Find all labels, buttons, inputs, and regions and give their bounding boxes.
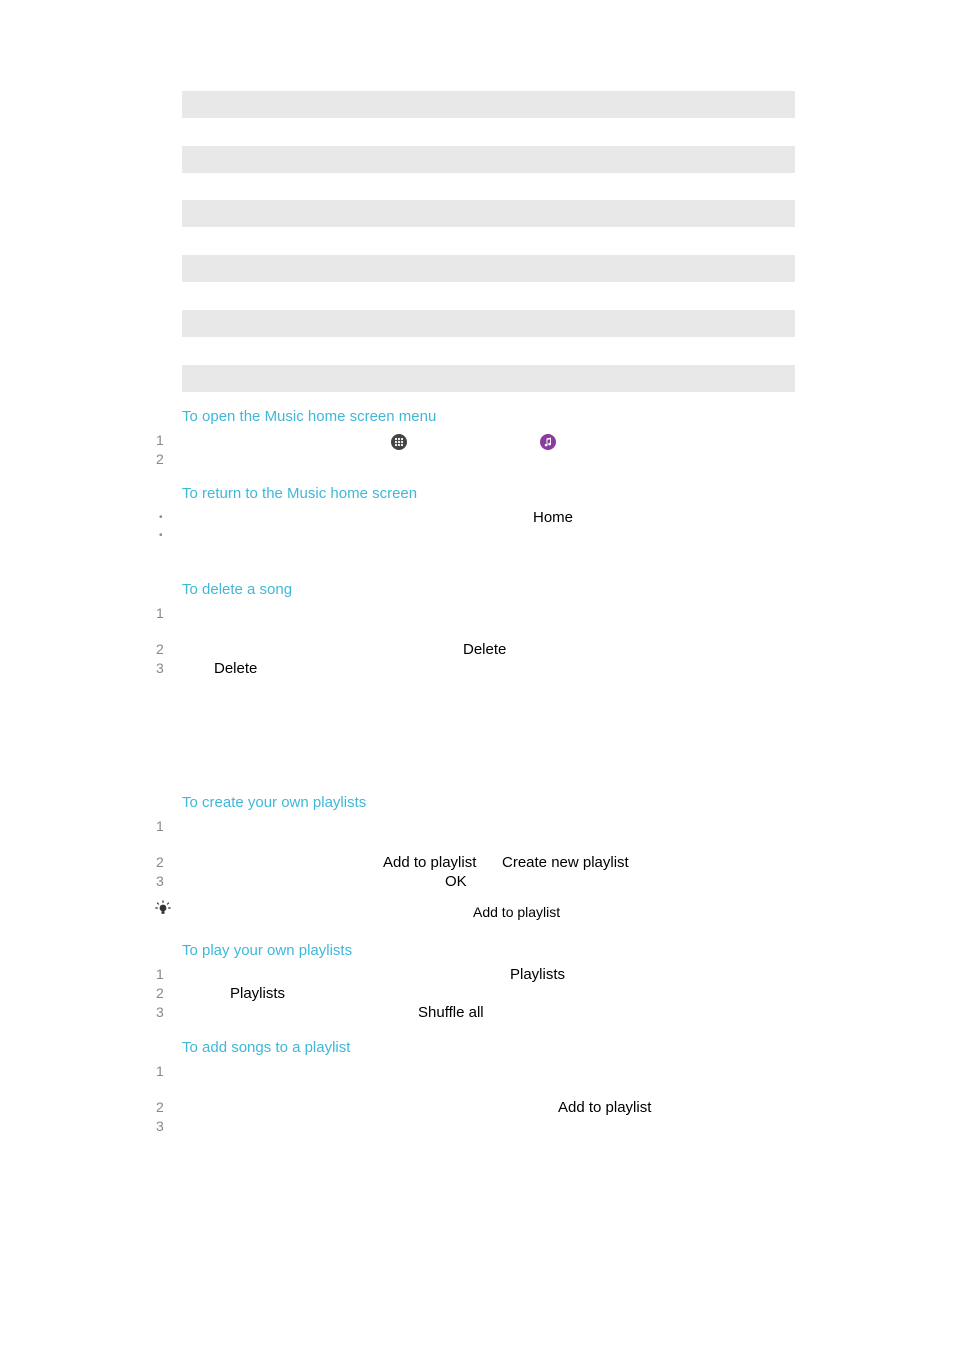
bullet: • bbox=[159, 512, 163, 523]
heading-add-songs: To add songs to a playlist bbox=[182, 1039, 351, 1056]
step-number: 1 bbox=[156, 605, 164, 621]
step-number: 2 bbox=[156, 451, 164, 467]
music-app-icon bbox=[540, 434, 556, 450]
step-number: 2 bbox=[156, 985, 164, 1001]
heading-return-home: To return to the Music home screen bbox=[182, 485, 418, 502]
step-number: 2 bbox=[156, 641, 164, 657]
apps-icon bbox=[391, 434, 407, 450]
table-row bbox=[182, 310, 795, 337]
step-number: 1 bbox=[156, 432, 164, 448]
heading-play-playlists: To play your own playlists bbox=[182, 942, 353, 959]
delete-label: Delete bbox=[463, 641, 507, 658]
step-number: 3 bbox=[156, 660, 164, 676]
step-number: 1 bbox=[156, 966, 164, 982]
ok-label: OK bbox=[445, 873, 467, 890]
heading-delete-song: To delete a song bbox=[182, 581, 293, 598]
add-to-playlist-label: Add to playlist bbox=[558, 1099, 652, 1116]
create-new-playlist-label: Create new playlist bbox=[502, 854, 629, 871]
add-to-playlist-label: Add to playlist bbox=[473, 904, 561, 920]
step-number: 3 bbox=[156, 1118, 164, 1134]
tip-lightbulb-icon bbox=[155, 900, 171, 916]
playlists-label: Playlists bbox=[510, 966, 566, 983]
step-number: 1 bbox=[156, 818, 164, 834]
playlists-label: Playlists bbox=[230, 985, 286, 1002]
home-label: Home bbox=[533, 509, 574, 526]
shuffle-all-label: Shuffle all bbox=[418, 1004, 484, 1021]
heading-create-playlists: To create your own playlists bbox=[182, 794, 367, 811]
table-row bbox=[182, 200, 795, 227]
step-number: 3 bbox=[156, 873, 164, 889]
step-number: 2 bbox=[156, 1099, 164, 1115]
table-row bbox=[182, 146, 795, 173]
heading-open-menu: To open the Music home screen menu bbox=[182, 408, 437, 425]
table-row bbox=[182, 255, 795, 282]
step-number: 3 bbox=[156, 1004, 164, 1020]
delete-label: Delete bbox=[214, 660, 258, 677]
step-number: 1 bbox=[156, 1063, 164, 1079]
add-to-playlist-label: Add to playlist bbox=[383, 854, 477, 871]
table-row bbox=[182, 91, 795, 118]
table-row bbox=[182, 365, 795, 392]
bullet: • bbox=[159, 530, 163, 541]
step-number: 2 bbox=[156, 854, 164, 870]
